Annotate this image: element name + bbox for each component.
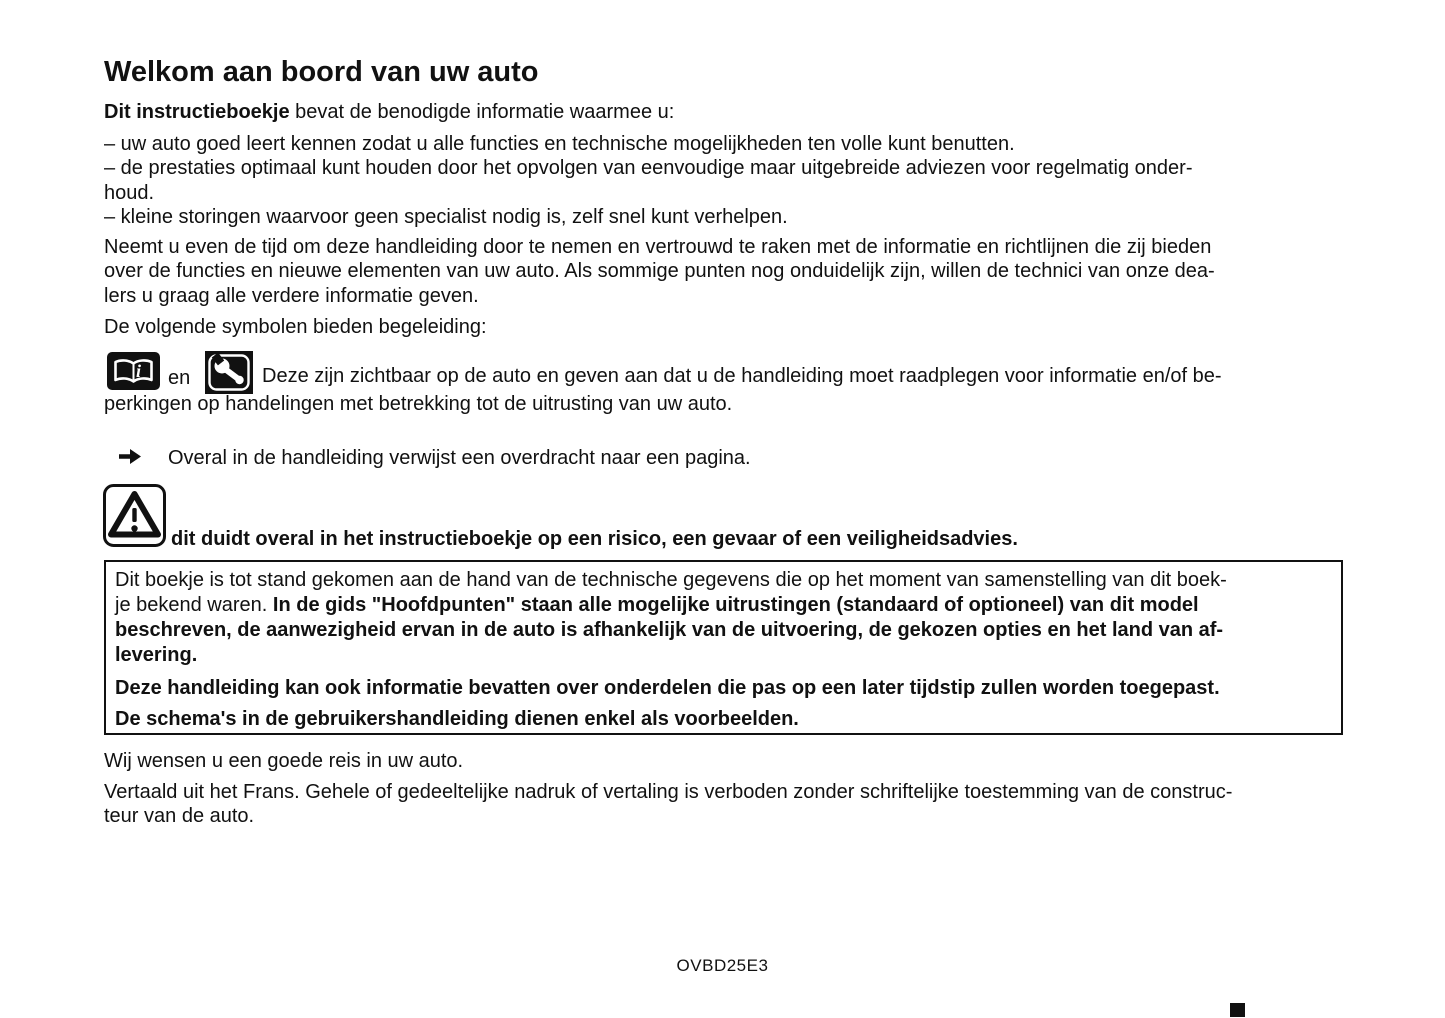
svg-text:i: i — [136, 361, 142, 381]
symbols-lead: De volgende symbolen bieden begeleiding: — [104, 316, 487, 338]
bullet-line: – de prestaties optimaal kunt houden door het opvolgen van eenvoudige maar uitgebreide adviezen voor regelmatig onder- — [104, 157, 1193, 180]
wrench-icon — [205, 351, 253, 394]
symbols-line-1: Deze zijn zichtbaar op de auto en geven aan dat u de handleiding moet raadplegen voor informatie en/of be- — [262, 365, 1222, 387]
closing-wish: Wij wensen u een goede reis in uw auto. — [104, 750, 464, 772]
bullet-line: houd. — [104, 181, 155, 204]
notice-line: beschreven, de aanwezigheid ervan in de auto is afhankelijk van de uitvoering, de gekozen opties en het land van af- — [115, 619, 1224, 641]
notice-box — [104, 560, 1343, 735]
notice-paragraph: Deze handleiding kan ook informatie bevatten over onderdelen die pas op een later tijdstip zullen worden toegepast. — [115, 677, 1220, 699]
page-title: Welkom aan boord van uw auto — [104, 56, 539, 88]
intro-lead-rest: bevat de benodigde informatie waarmee u: — [289, 101, 675, 123]
notice-line-bold: In de gids "Hoofdpunten" staan alle mogelijke uitrustingen (standaard of optioneel) van dit model — [272, 594, 1199, 616]
notice-paragraph: De schema's in de gebruikershandleiding dienen enkel als voorbeelden. — [115, 708, 799, 730]
bullet-list — [104, 132, 1193, 230]
warning-text: dit duidt overal in het instructieboekje op een risico, een gevaar of een veiligheidsadvies. — [171, 528, 1018, 550]
paragraph-line: Neemt u even de tijd om deze handleiding door te nemen en vertrouwd te raken met de informatie en richtlijnen die zij bieden — [104, 236, 1212, 258]
notice-line-regular: je bekend waren. — [115, 594, 273, 616]
notice-line: Dit boekje is tot stand gekomen aan de hand van de technische gegevens die op het moment van samenstelling van dit boek- — [115, 569, 1227, 591]
legal-line: teur van de auto. — [104, 805, 255, 828]
page-reference-arrow-icon — [119, 448, 142, 465]
document-code: OVBD25E3 — [676, 956, 769, 975]
legal-notice — [104, 780, 1232, 829]
legal-line: Vertaald uit het Frans. Gehele of gedeeltelijke nadruk of vertaling is verboden zonder schriftelijke toestemming van de construc- — [104, 781, 1233, 803]
notice-line — [115, 593, 1333, 618]
symbols-line-2: perkingen op handelingen met betrekking tot de uitrusting van uw auto. — [104, 393, 733, 415]
intro-lead-bold: Dit instructieboekje — [104, 101, 290, 123]
paragraph-line: over de functies en nieuwe elementen van uw auto. Als sommige punten nog onduidelijk zijn, willen de technici van onze dea- — [104, 260, 1215, 283]
warning-triangle-icon — [103, 484, 166, 547]
bullet-line: – uw auto goed leert kennen zodat u alle functies en technische mogelijkheden ten volle kunt benutten. — [104, 133, 1015, 155]
intro-lead — [104, 100, 674, 124]
arrow-reference-text: Overal in de handleiding verwijst een overdracht naar een pagina. — [168, 447, 751, 469]
intro-paragraph — [104, 235, 1215, 308]
symbols-connector: en — [168, 367, 191, 389]
paragraph-line: lers u graag alle verdere informatie geven. — [104, 284, 479, 307]
notice-line: levering. — [115, 644, 198, 666]
bullet-line: – kleine storingen waarvoor geen specialist nodig is, zelf snel kunt verhelpen. — [104, 206, 788, 229]
open-book-info-icon — [107, 352, 160, 390]
page-corner-marker — [1230, 1003, 1245, 1017]
